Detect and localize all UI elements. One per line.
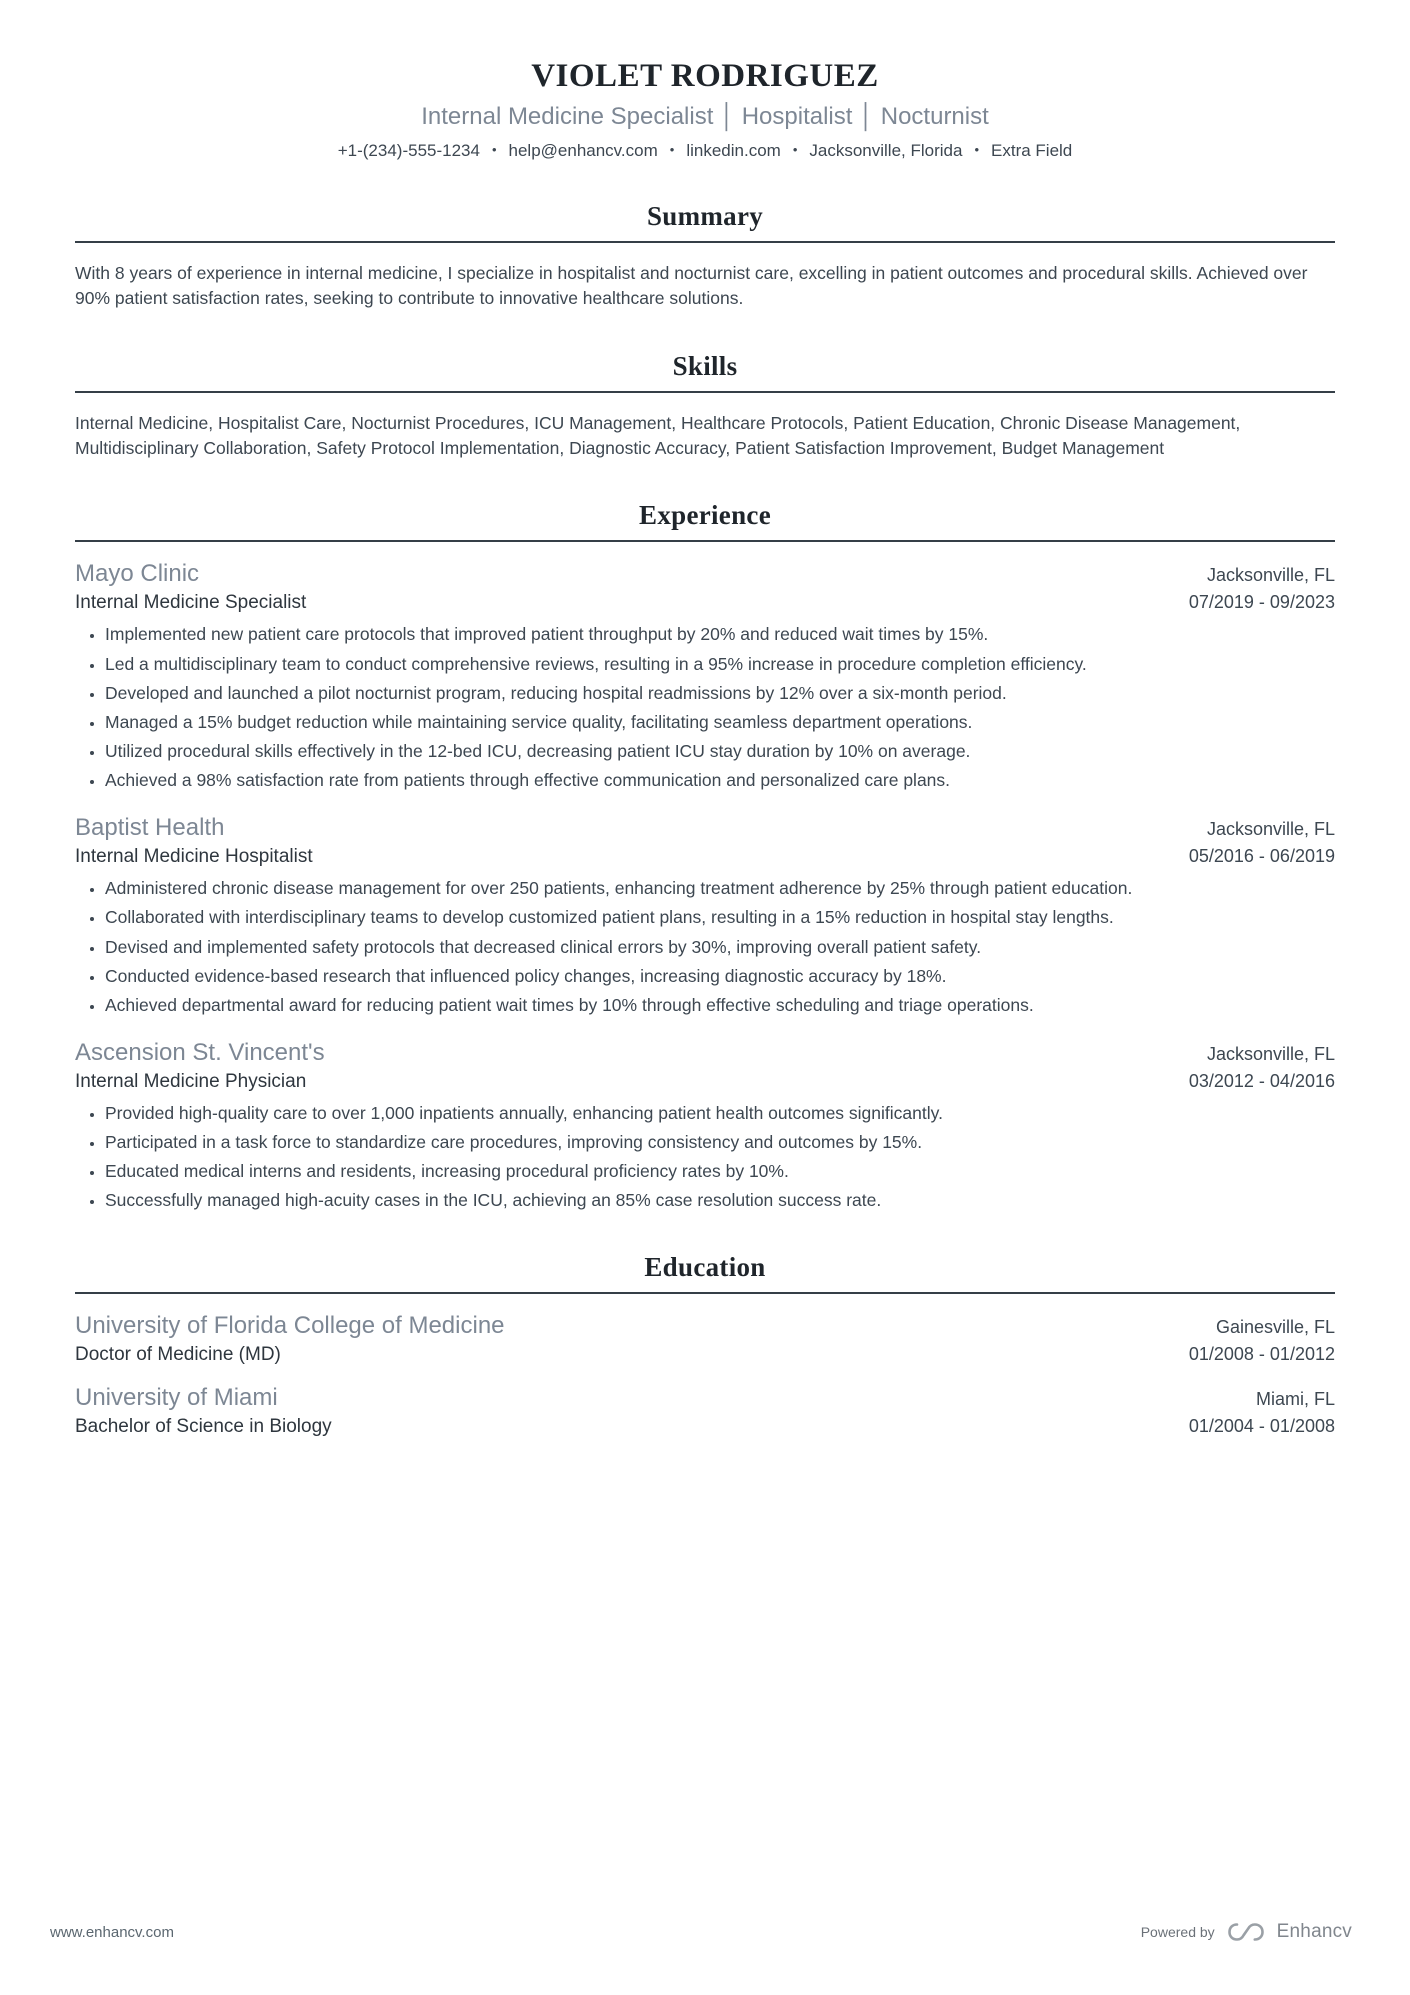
company-name: Baptist Health	[75, 814, 225, 842]
experience-bullet: • Devised and implemented safety protocols that decreased clinical errors by 30%, improving overall patient safety.	[105, 935, 1335, 959]
skills-heading: Skills	[672, 350, 738, 381]
experience-bullet: • Collaborated with interdisciplinary teams to develop customized patient plans, resulting in a 15% reduction in hospital stay lengths.	[105, 905, 1335, 929]
degree-title: Bachelor of Science in Biology	[75, 1416, 332, 1438]
contact-line	[75, 141, 1335, 161]
experience-bullet: • Utilized procedural skills effectively in the 12-bed ICU, decreasing patient ICU stay duration by 10% on average.	[105, 739, 1335, 763]
location-text: Jacksonville, Florida	[809, 141, 963, 160]
education-entry	[75, 1384, 1335, 1438]
experience-bullet: • Provided high-quality care to over 1,000 inpatients annually, enhancing patient health outcomes significantly.	[105, 1101, 1335, 1125]
experience-bullet-list	[75, 1101, 1335, 1213]
experience-bullet: • Achieved departmental award for reducing patient wait times by 10% through effective scheduling and triage operations.	[105, 993, 1335, 1017]
role-dates: 05/2016 - 06/2019	[1188, 846, 1335, 867]
experience-entry	[75, 560, 1335, 792]
school-location: Gainesville, FL	[1215, 1317, 1335, 1338]
experience-bullet: • Led a multidisciplinary team to conduct comprehensive reviews, resulting in a 95% increase in procedure completion efficiency.	[105, 652, 1335, 676]
education-heading: Education	[644, 1252, 766, 1283]
job-title: Internal Medicine Specialist │ Hospitalist │ Nocturnist	[421, 103, 989, 130]
role-dates: 03/2012 - 04/2016	[1188, 1070, 1335, 1091]
degree-title: Doctor of Medicine (MD)	[75, 1344, 281, 1366]
dot-separator-icon	[974, 141, 979, 161]
school-name: University of Florida College of Medicine	[75, 1312, 505, 1340]
section-divider	[75, 540, 1335, 542]
section-summary	[75, 201, 1335, 311]
experience-bullet: • Implemented new patient care protocols that improved patient throughput by 20% and reduced wait times by 15%.	[105, 622, 1335, 646]
section-divider	[75, 241, 1335, 243]
experience-entry	[75, 1039, 1335, 1213]
school-name: University of Miami	[75, 1384, 278, 1412]
dot-separator-icon	[492, 141, 497, 161]
experience-bullet: • Educated medical interns and residents, increasing procedural proficiency rates by 10%.	[105, 1159, 1335, 1183]
role-title: Internal Medicine Specialist	[75, 592, 307, 614]
dot-separator-icon	[670, 141, 675, 161]
section-divider	[75, 1292, 1335, 1294]
candidate-name: VIOLET RODRIGUEZ	[531, 58, 879, 94]
experience-bullet: • Participated in a task force to standardize care procedures, improving consistency and outcomes by 15%.	[105, 1130, 1335, 1154]
summary-text: With 8 years of experience in internal medicine, I specialize in hospitalist and nocturnist care, excelling in patient outcomes and procedural skills. Achieved over 90% patient satisfaction rates, seeking to contribute to innovative healthcare solutions.	[75, 263, 1308, 308]
powered-by-label: Powered by	[1140, 1924, 1215, 1940]
experience-bullet-list	[75, 622, 1335, 792]
section-experience	[75, 500, 1335, 1212]
page-footer	[50, 1921, 1352, 1943]
phone-number: +1-(234)-555-1234	[337, 141, 480, 160]
company-name: Mayo Clinic	[75, 560, 200, 588]
experience-bullet: • Administered chronic disease management for over 250 patients, enhancing treatment adherence by 25% through patient education.	[105, 876, 1335, 900]
summary-heading: Summary	[646, 201, 764, 231]
section-divider	[75, 391, 1335, 393]
enhancv-brand-name[interactable]: Enhancv	[1276, 1921, 1352, 1942]
experience-entry	[75, 814, 1335, 1017]
role-title: Internal Medicine Physician	[75, 1070, 307, 1092]
section-skills	[75, 351, 1335, 461]
company-location: Jacksonville, FL	[1206, 1043, 1335, 1064]
experience-bullet: • Conducted evidence-based research that influenced policy changes, increasing diagnostic accuracy by 18%.	[105, 964, 1335, 988]
degree-dates: 01/2008 - 01/2012	[1188, 1344, 1335, 1365]
skills-text: Internal Medicine, Hospitalist Care, Nocturnist Procedures, ICU Management, Healthcare Protocols, Patient Education, Chronic Disease Management, Multidisciplinary Collaboration, Safety Protocol Implementation, Diagnostic Accuracy, Patient Satisfaction Improvement, Budget Management	[75, 412, 1241, 458]
role-dates: 07/2019 - 09/2023	[1188, 592, 1335, 613]
experience-bullet-list	[75, 876, 1335, 1017]
experience-heading: Experience	[639, 500, 771, 531]
experience-bullet: • Developed and launched a pilot nocturnist program, reducing hospital readmissions by 12% over a six-month period.	[105, 681, 1335, 705]
education-entry	[75, 1312, 1335, 1366]
enhancv-logo-icon	[1227, 1922, 1265, 1942]
role-title: Internal Medicine Hospitalist	[75, 846, 313, 868]
enhancv-website-link[interactable]: www.enhancv.com	[50, 1923, 174, 1941]
degree-dates: 01/2004 - 01/2008	[1188, 1416, 1335, 1437]
company-location: Jacksonville, FL	[1206, 565, 1335, 586]
experience-bullet: • Managed a 15% budget reduction while maintaining service quality, facilitating seamless department operations.	[105, 710, 1335, 734]
resume-header	[75, 58, 1335, 161]
powered-by	[1141, 1921, 1352, 1943]
section-education	[75, 1252, 1335, 1438]
email-link[interactable]: help@enhancv.com	[508, 141, 658, 160]
company-location: Jacksonville, FL	[1206, 819, 1335, 840]
linkedin-link[interactable]: linkedin.com	[686, 141, 781, 160]
company-name: Ascension St. Vincent's	[75, 1038, 325, 1066]
extra-field-text: Extra Field	[991, 141, 1073, 160]
school-location: Miami, FL	[1255, 1389, 1335, 1410]
experience-bullet: • Successfully managed high-acuity cases in the ICU, achieving an 85% case resolution success rate.	[105, 1188, 1335, 1212]
experience-bullet: • Achieved a 98% satisfaction rate from patients through effective communication and personalized care plans.	[105, 768, 1335, 792]
dot-separator-icon	[793, 141, 798, 161]
